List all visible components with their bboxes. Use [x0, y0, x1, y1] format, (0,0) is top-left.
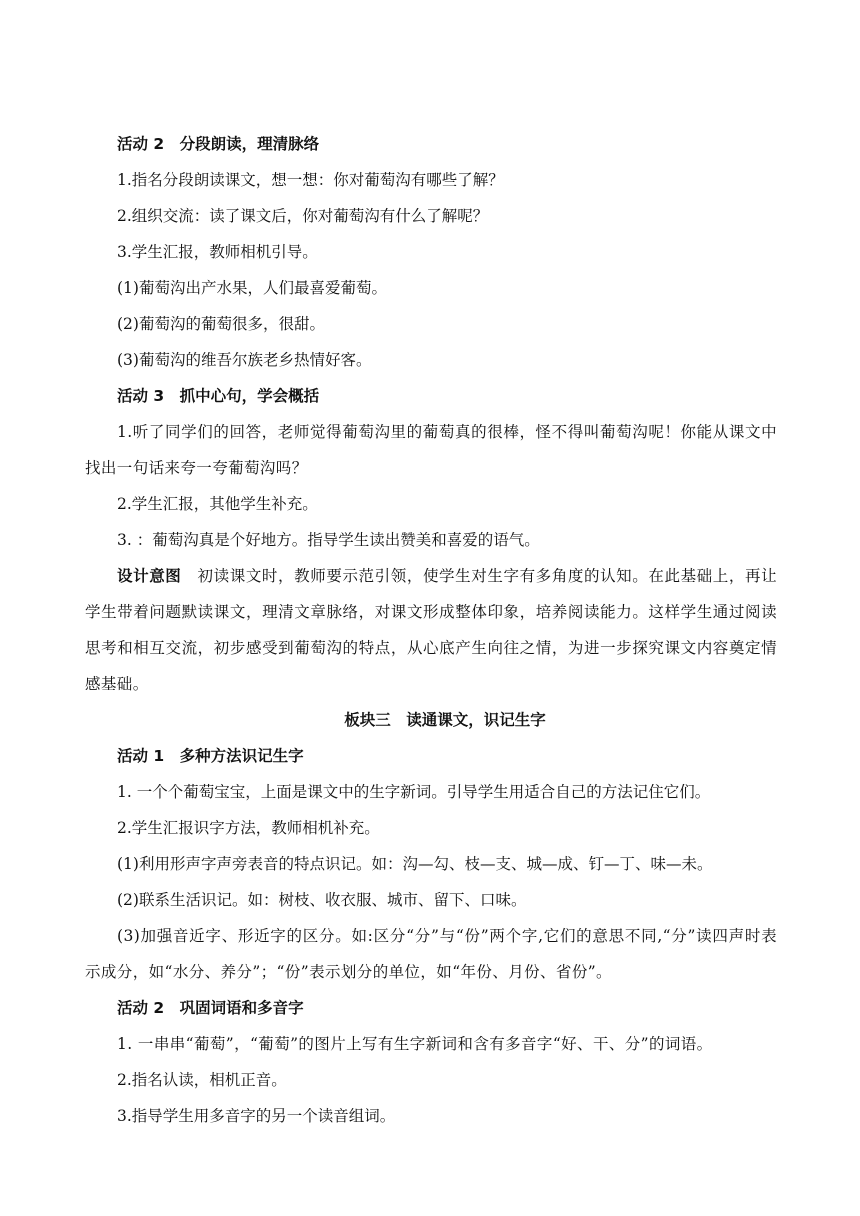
activity3-step1: 1.听了同学们的回答，老师觉得葡萄沟里的葡萄真的很棒，怪不得叫葡萄沟呢！你能从课文中找出一句话来夸一夸葡萄沟吗？	[85, 423, 777, 477]
section3-activity1-step2: 2.学生汇报识字方法，教师相机补充。	[117, 819, 380, 837]
document-page	[85, 126, 777, 1134]
activity2-step3-item3: (3)葡萄沟的维吾尔族老乡热情好客。	[117, 351, 372, 369]
section3-title: 板块三 读通课文，识记生字	[344, 711, 546, 729]
section3-activity1-step2-item2: (2)联系生活识记。如：树枝、收衣服、城市、留下、口味。	[117, 891, 527, 909]
section3-activity1-step2-item1: (1)利用形声字声旁表音的特点识记。如：沟—勾、枝—支、城—成、钉—丁、味—未。	[117, 855, 713, 873]
activity3-heading: 活动 3 抓中心句，学会概括	[117, 387, 320, 405]
section3-activity2-step1: 1. 一串串“葡萄”，“葡萄”的图片上写有生字新词和含有多音字“好、干、分”的词语。	[117, 1035, 713, 1053]
activity2-step3: 3.学生汇报，教师相机引导。	[117, 243, 318, 261]
section3-activity2-step2: 2.指名认读，相机正音。	[117, 1071, 287, 1089]
section3-activity1-step1: 1. 一个个葡萄宝宝，上面是课文中的生字新词。引导学生用适合自己的方法记住它们。	[117, 783, 711, 801]
section3-activity1-step2-item3: (3)加强音近字、形近字的区分。如:区分“分”与“份”两个字,它们的意思不同,“分”读四声时表示成分，如“水分、养分”；“份”表示划分的单位，如“年份、月份、省份”。	[85, 927, 777, 981]
activity2-step1: 1.指名分段朗读课文，想一想：你对葡萄沟有哪些了解？	[117, 171, 504, 189]
section3-activity2-heading: 活动 2 巩固词语和多音字	[117, 999, 304, 1017]
design-intent-text: 初读课文时，教师要示范引领，使学生对生字有多角度的认知。在此基础上，再让学生带着问题默读课文，理清文章脉络，对课文形成整体印象，培养阅读能力。这样学生通过阅读思考和相互交流，初步感受到葡萄沟的特点，从心底产生向往之情，为进一步探究课文内容奠定情感基础。	[85, 567, 777, 693]
section3-activity2-step3: 3.指导学生用多音字的另一个读音组词。	[117, 1107, 396, 1125]
activity2-step3-item2: (2)葡萄沟的葡萄很多，很甜。	[117, 315, 325, 333]
activity3-step2: 2.学生汇报，其他学生补充。	[117, 495, 318, 513]
activity3-step3: 3. ：葡萄沟真是个好地方。指导学生读出赞美和喜爱的语气。	[117, 531, 540, 549]
section3-activity1-heading: 活动 1 多种方法识记生字	[117, 747, 304, 765]
activity2-step2: 2.组织交流：读了课文后，你对葡萄沟有什么了解呢？	[117, 207, 489, 225]
design-intent-label: 设计意图	[117, 567, 182, 585]
activity2-heading: 活动 2 分段朗读，理清脉络	[117, 135, 320, 153]
design-intent-paragraph	[85, 558, 777, 702]
activity2-step3-item1: (1)葡萄沟出产水果，人们最喜爱葡萄。	[117, 279, 387, 297]
